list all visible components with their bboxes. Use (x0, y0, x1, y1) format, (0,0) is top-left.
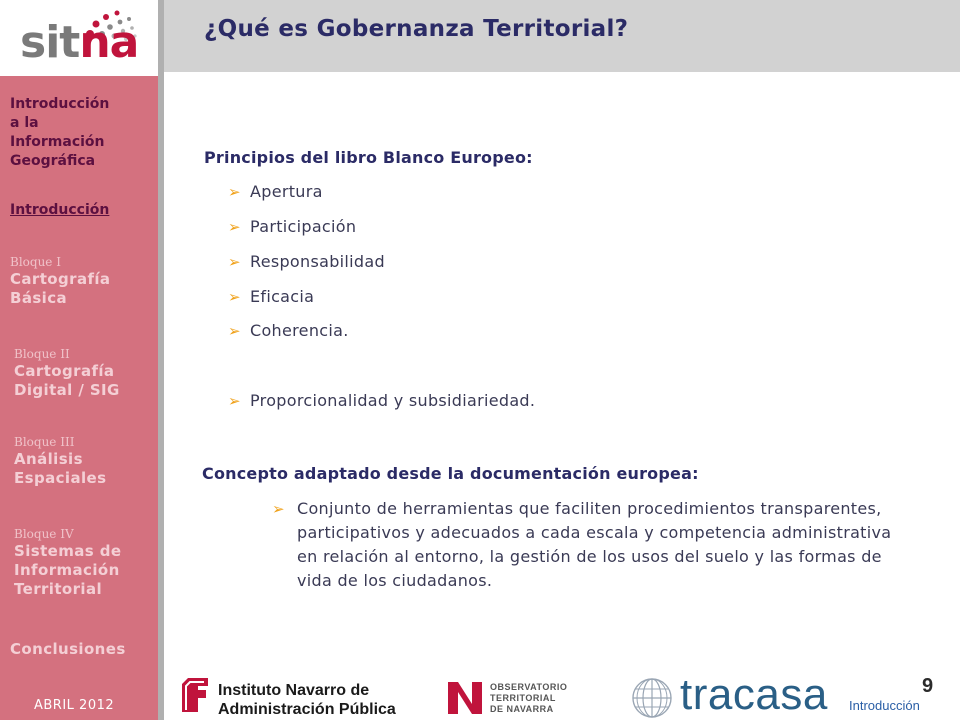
concept-text: Conjunto de herramientas que faciliten procedimientos transparentes, participativos y adecuados a cada escala y competencia administrativa en relación al entorno, la gestión de los usos del suelo y las formas de vida de los ciudadanos. (297, 499, 892, 590)
block-label: Bloque II (14, 347, 70, 361)
intro-title-line: Introducción (10, 96, 110, 112)
sidebar-item-bloque-4[interactable] (14, 526, 156, 599)
sidebar-item-bloque-3[interactable] (14, 434, 156, 488)
logo-wordmark (20, 18, 138, 68)
block-label: Bloque I (10, 255, 61, 269)
sidebar-divider (158, 0, 164, 720)
sidebar-item-bloque-1[interactable] (10, 254, 152, 308)
inap-line: Administración Pública (218, 701, 396, 718)
list-item-text: Apertura (250, 182, 323, 201)
block-title-line: Sistemas de (14, 542, 122, 560)
observatorio-logo-icon (446, 680, 486, 716)
sidebar-intro-title[interactable] (10, 95, 152, 171)
arrow-bullet-icon: ➢ (228, 322, 241, 340)
list-item (228, 321, 349, 340)
inap-line: Instituto Navarro de (218, 682, 370, 699)
list-item-text: Responsabilidad (250, 252, 385, 271)
obs-line: OBSERVATORIO (490, 682, 568, 692)
block-title-line: Básica (10, 289, 68, 307)
list-item-text: Coherencia. (250, 321, 349, 340)
logo-suffix: na (79, 17, 139, 68)
page-title: ¿Qué es Gobernanza Territorial? (204, 16, 629, 42)
list-item (272, 497, 912, 593)
block-title-line: Información (14, 561, 120, 579)
observatorio-logo-text (490, 682, 567, 715)
list-item (228, 287, 314, 306)
sidebar-item-conclusiones[interactable]: Conclusiones (10, 640, 126, 658)
arrow-bullet-icon: ➢ (228, 288, 241, 306)
obs-line: TERRITORIAL (490, 693, 556, 703)
inap-logo-icon (178, 674, 214, 714)
list-item (228, 252, 385, 271)
intro-title-line: a la (10, 115, 39, 131)
block-label: Bloque III (14, 435, 75, 449)
sidebar-item-introduccion[interactable]: Introducción (10, 202, 110, 218)
list-item (228, 217, 356, 236)
list-item-text: Proporcionalidad y subsidiariedad. (250, 391, 536, 410)
arrow-bullet-icon: ➢ (228, 183, 241, 201)
page-section-label: Introducción (849, 698, 920, 713)
globe-icon (630, 676, 674, 720)
list-item-text: Eficacia (250, 287, 315, 306)
list-item-text: Participación (250, 217, 357, 236)
list-item (228, 182, 323, 201)
block-title-line: Digital / SIG (14, 381, 120, 399)
block-title-line: Espaciales (14, 469, 107, 487)
arrow-bullet-icon: ➢ (228, 253, 241, 271)
principles-heading: Principios del libro Blanco Europeo: (204, 148, 533, 167)
logo-prefix: sit (20, 17, 80, 68)
block-title-line: Territorial (14, 580, 103, 598)
block-label: Bloque IV (14, 527, 74, 541)
intro-title-line: Geográfica (10, 153, 96, 169)
intro-title-line: Información (10, 134, 105, 150)
footer-date: ABRIL 2012 (34, 698, 115, 713)
header-bar (164, 0, 960, 72)
block-title-line: Cartografía (10, 270, 111, 288)
arrow-bullet-icon: ➢ (228, 218, 241, 236)
arrow-bullet-icon: ➢ (272, 500, 285, 518)
block-title-line: Análisis (14, 450, 83, 468)
arrow-bullet-icon: ➢ (228, 392, 241, 410)
list-item (228, 391, 535, 410)
concept-heading: Concepto adaptado desde la documentación europea: (202, 464, 699, 483)
sitna-logo (0, 0, 158, 76)
obs-line: DE NAVARRA (490, 704, 554, 714)
sidebar-item-bloque-2[interactable] (14, 346, 156, 400)
inap-logo-text (218, 681, 396, 719)
page-number: 9 (922, 675, 934, 697)
tracasa-logo-text: tracasa (680, 670, 828, 719)
block-title-line: Cartografía (14, 362, 115, 380)
